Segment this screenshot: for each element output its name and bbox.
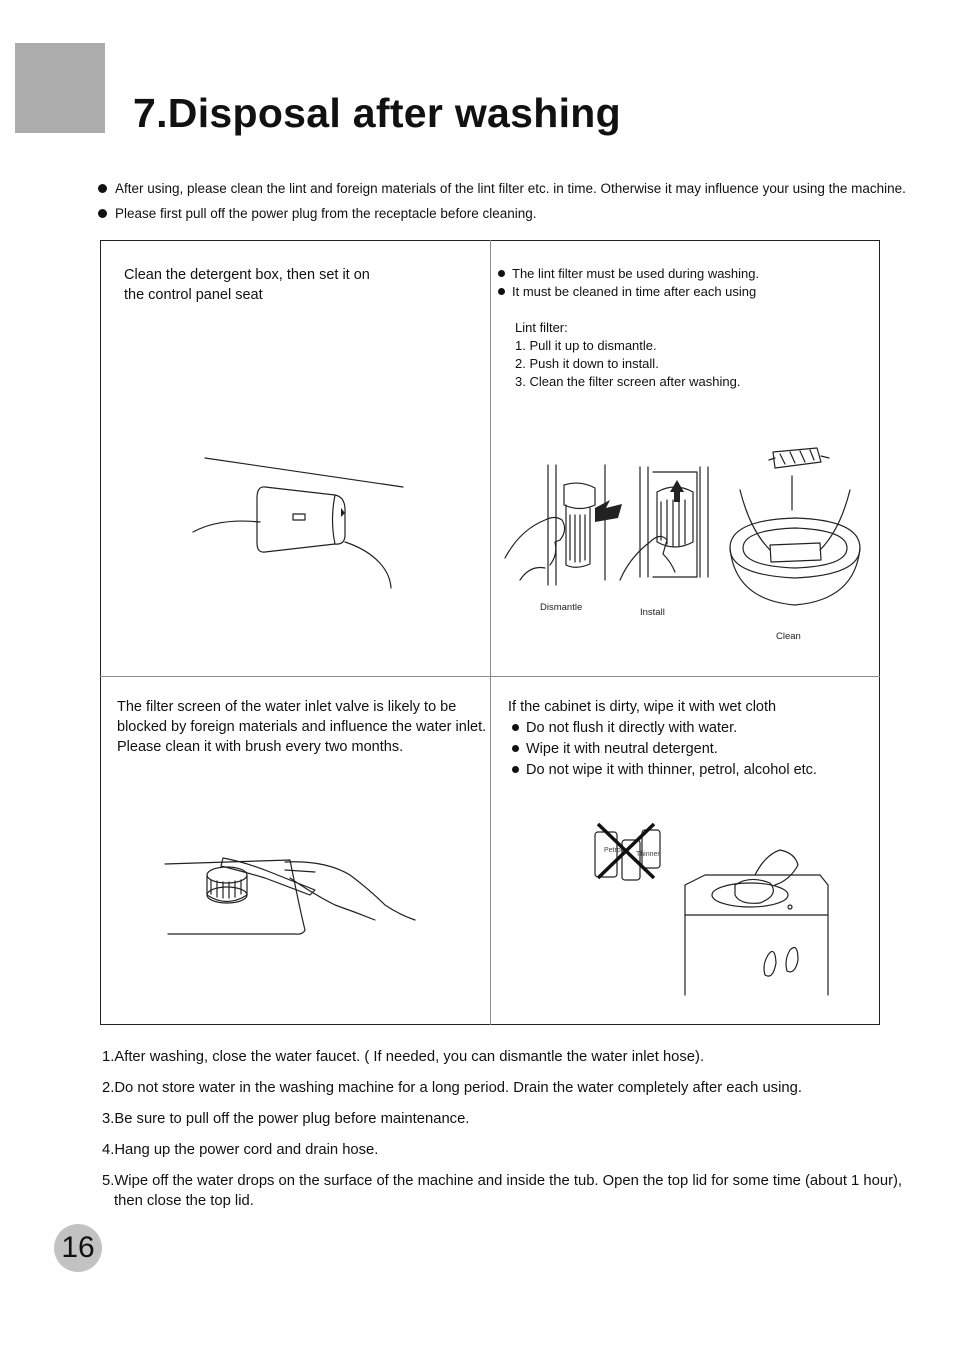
inlet-line: Please clean it with brush every two months. xyxy=(117,739,404,755)
bullet-icon xyxy=(512,745,519,752)
intro-item xyxy=(98,181,906,196)
page-title: 7.Disposal after washing xyxy=(133,90,621,136)
cabinet-bullet-text: Wipe it with neutral detergent. xyxy=(526,741,718,757)
lint-step: 2. Push it down to install. xyxy=(515,356,659,371)
caption-dismantle: Dismantle xyxy=(540,602,583,613)
intro-text: After using, please clean the lint and foreign materials of the lint filter etc. in time. Otherwise it may influence your using the machine. xyxy=(115,181,906,196)
step-item: 1.After washing, close the water faucet. ( If needed, you can dismantle the water inlet hose). xyxy=(102,1049,705,1065)
lint-step: 1. Pull it up to dismantle. xyxy=(515,338,657,353)
lint-bullet-text: The lint filter must be used during washing. xyxy=(512,266,760,281)
lint-bullet xyxy=(498,283,759,301)
bullet-icon xyxy=(498,288,505,295)
detergent-panel-text xyxy=(124,265,370,305)
lint-clean-illustration xyxy=(725,440,870,610)
caption-install: Install xyxy=(640,607,665,618)
bullet-icon xyxy=(98,209,107,218)
inlet-brush-illustration xyxy=(165,850,420,940)
lint-dismantle-illustration xyxy=(500,460,620,590)
cabinet-bullet-text: Do not wipe it with thinner, petrol, alcohol etc. xyxy=(526,762,817,778)
bullet-icon xyxy=(98,184,107,193)
petrol-label: Petrol xyxy=(604,847,623,854)
cabinet-bullet xyxy=(512,739,817,759)
intro-text: Please first pull off the power plug from the receptacle before cleaning. xyxy=(115,206,537,221)
inlet-line: The filter screen of the water inlet valve is likely to be xyxy=(117,699,457,715)
detergent-box-illustration xyxy=(185,450,415,595)
cabinet-bullet-text: Do not flush it directly with water. xyxy=(526,720,738,736)
cabinet-lead: If the cabinet is dirty, wipe it with wet cloth xyxy=(508,699,777,715)
lint-steps xyxy=(515,319,740,391)
no-solvent-illustration xyxy=(590,820,670,885)
lint-bullet-text: It must be cleaned in time after each using xyxy=(512,284,757,299)
detergent-line: the control panel seat xyxy=(124,287,263,303)
caption-clean: Clean xyxy=(776,631,801,642)
panel-divider-horizontal xyxy=(100,676,880,677)
step-item: then close the top lid. xyxy=(114,1193,254,1209)
panel-divider-vertical xyxy=(490,240,491,1025)
bullet-icon xyxy=(512,766,519,773)
step-item: 2.Do not store water in the washing machine for a long period. Drain the water completely after each using. xyxy=(102,1080,802,1096)
step-item: 5.Wipe off the water drops on the surface of the machine and inside the tub. Open the top lid for some time (about 1 hour), xyxy=(102,1173,903,1189)
lint-bullets xyxy=(498,265,759,301)
lint-bullet xyxy=(498,265,759,283)
cabinet-bullet xyxy=(512,718,817,738)
page-number: 16 xyxy=(54,1224,102,1272)
header-gray-block xyxy=(15,43,105,133)
detergent-line: Clean the detergent box, then set it on xyxy=(124,267,370,283)
lint-step: 3. Clean the filter screen after washing. xyxy=(515,374,741,389)
lint-heading: Lint filter: xyxy=(515,320,568,335)
inlet-panel-text xyxy=(117,697,486,757)
step-item: 4.Hang up the power cord and drain hose. xyxy=(102,1142,379,1158)
cabinet-bullet xyxy=(512,760,817,780)
thinner-label: Thinner xyxy=(636,851,660,858)
bullet-icon xyxy=(498,270,505,277)
cabinet-panel-text xyxy=(508,697,817,780)
intro-item xyxy=(98,206,537,221)
wipe-machine-illustration xyxy=(680,845,830,1000)
step-item: 3.Be sure to pull off the power plug before maintenance. xyxy=(102,1111,470,1127)
lint-install-illustration xyxy=(615,462,725,587)
inlet-line: blocked by foreign materials and influence the water inlet. xyxy=(117,719,487,735)
bullet-icon xyxy=(512,724,519,731)
